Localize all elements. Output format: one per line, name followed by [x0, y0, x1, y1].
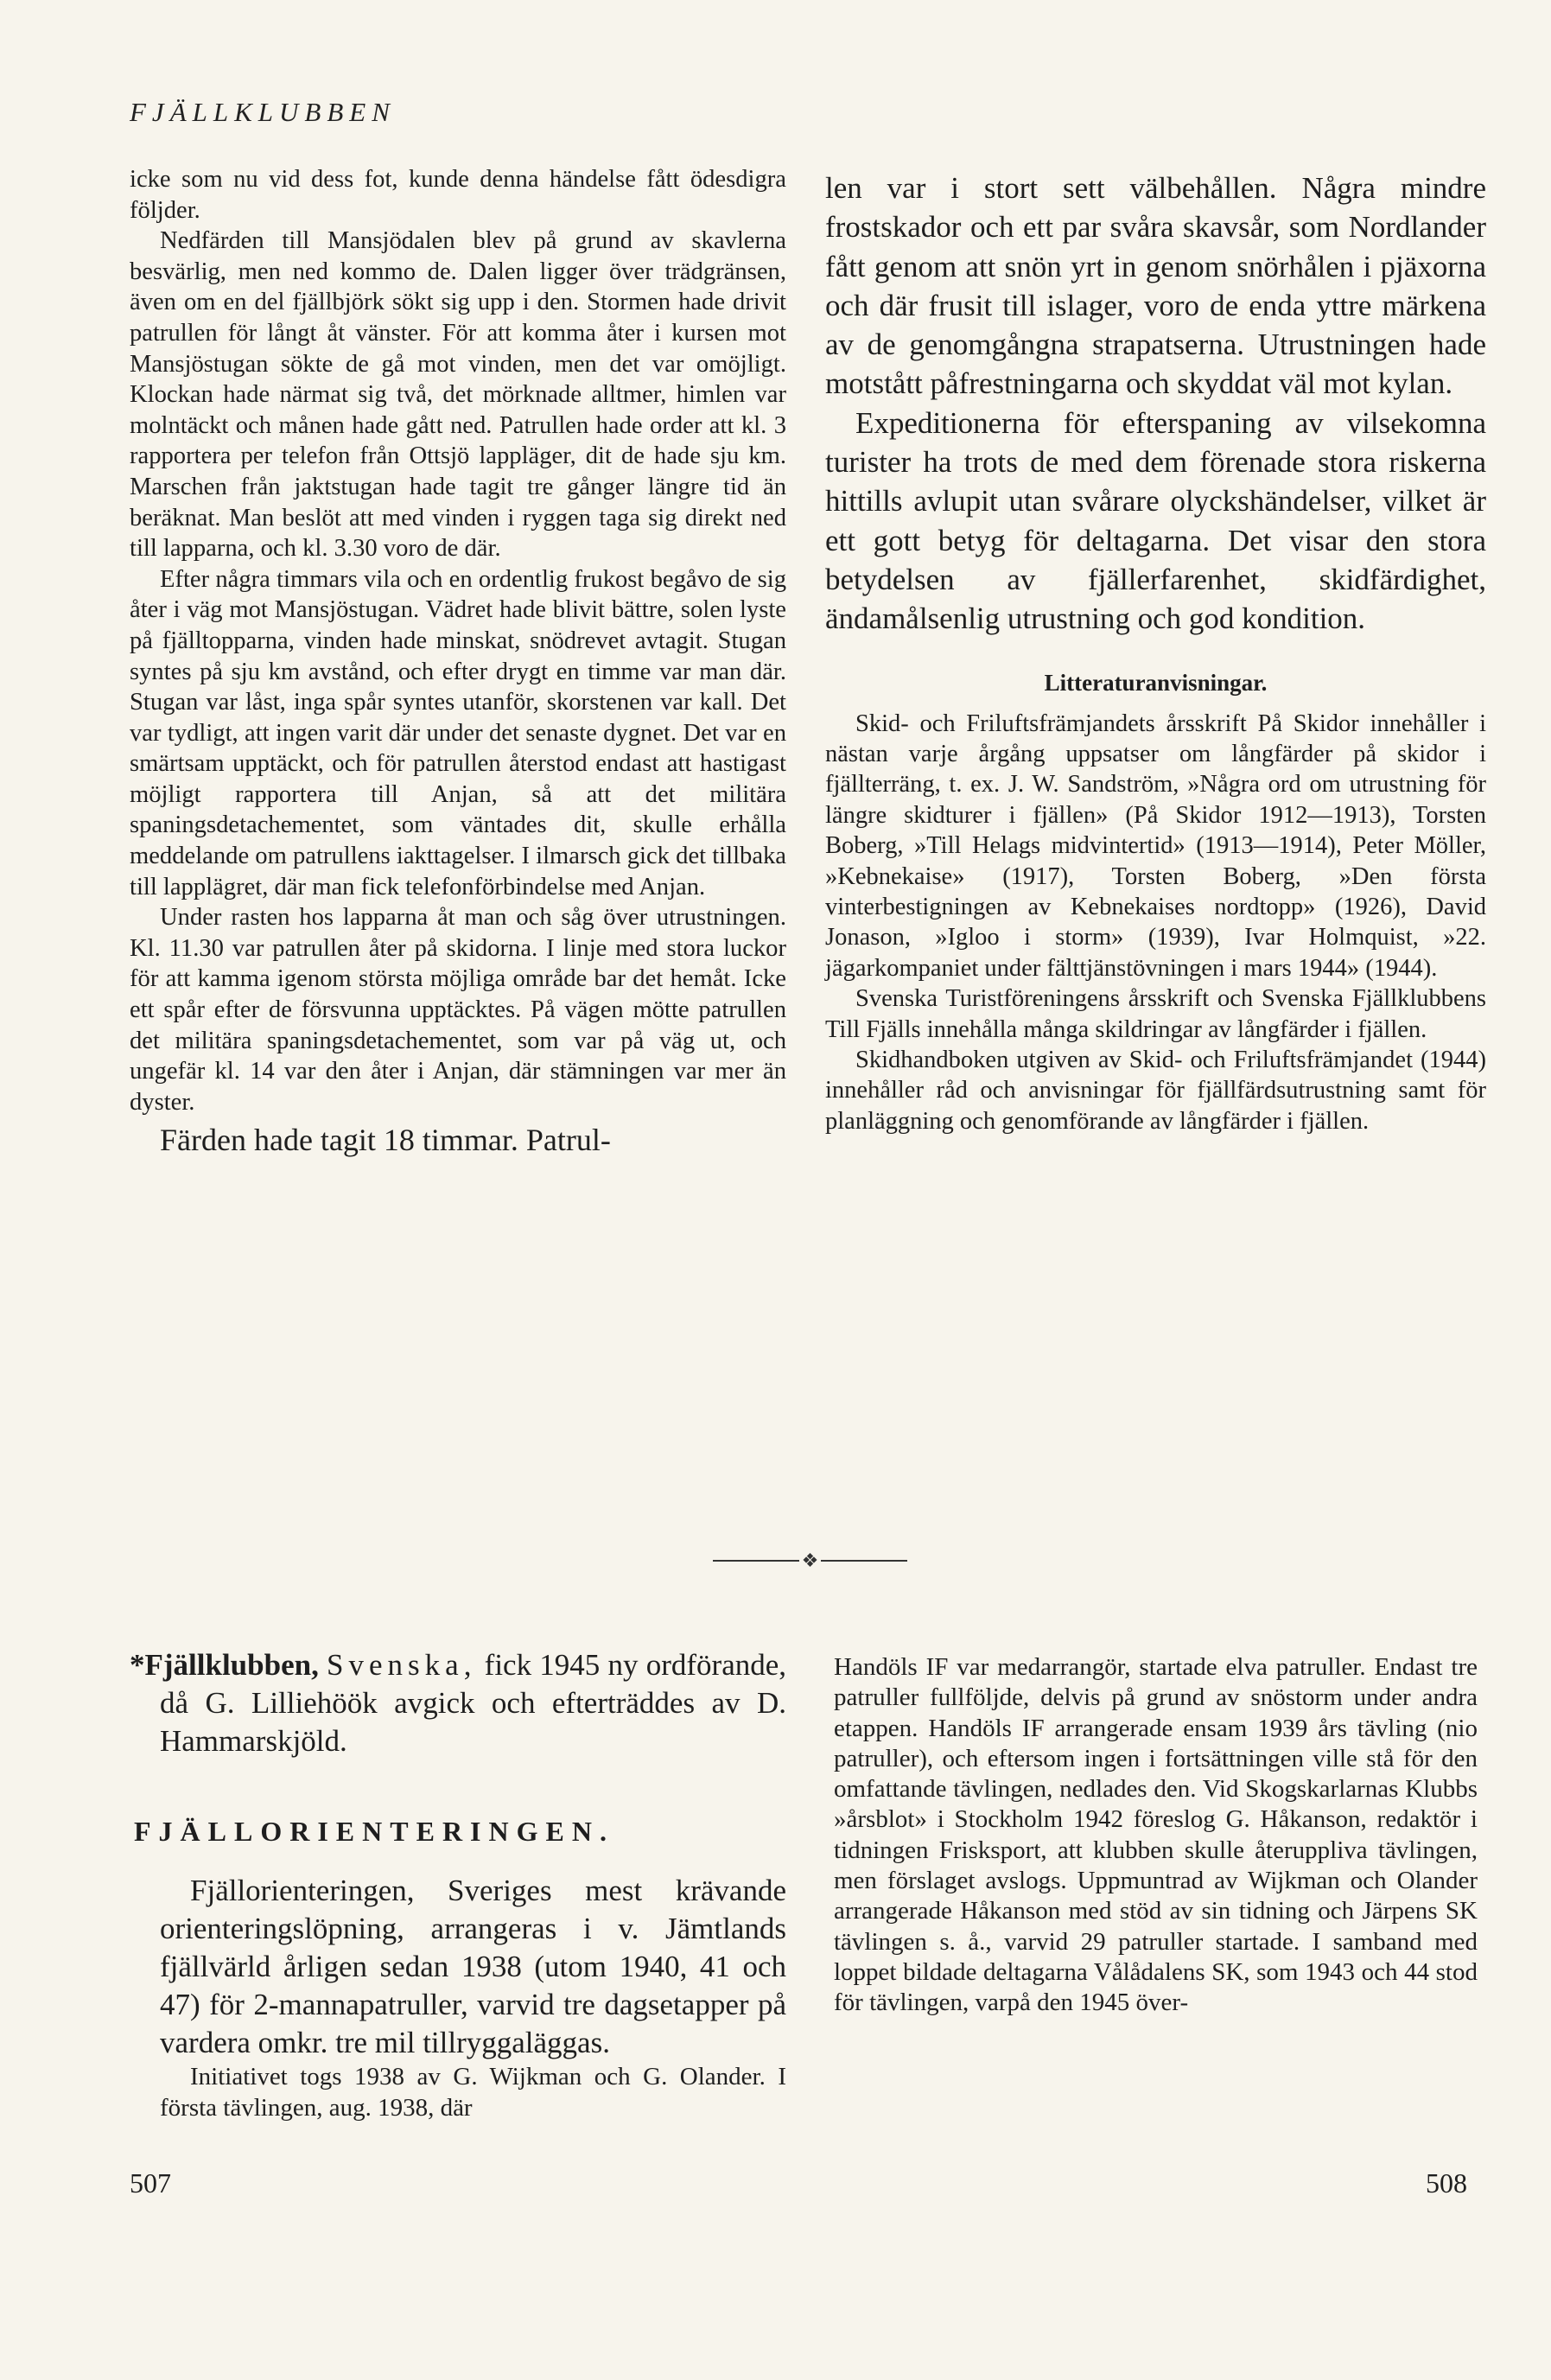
section-divider [713, 1550, 907, 1571]
page-number-left: 507 [130, 2167, 171, 2199]
literature-heading: Litteraturanvisningar. [1044, 669, 1268, 696]
paragraph: Expeditionerna för efterspaning av vilsekomna turister ha trots de med dem förenade stora riskerna hittills avlupit utan svårare olyckshändelser, vilket är ett gott betyg för deltagarna. Det visar den stora betydelsen av fjällerfarenhet, skidfärdighet, ändamålsenlig utrustning och god kondition. [825, 405, 1486, 636]
club-name-spaced: Svenska, [327, 1648, 477, 1682]
lower-left-column [130, 1646, 787, 2123]
paragraph: Handöls IF var medarrangör, startade elva patruller. Endast tre patruller fullföljde, delvis på grund av snöstorm under andra etappen. Handöls IF arrangerade ensam 1939 års tävling (nio patruller), och eftersom ingen i fortsättningen ville stå för den omfattande tävlingen, nedlades den. Vid Skogskarlarnas Klubbs »årsblot» i Stockholm 1942 föreslog G. Håkanson, redaktör i tidningen Frisksport, att klubben skulle återuppliva tävlingen, men förslaget avslogs. Uppmuntrad av Wijkman och Olander arrangerade Håkanson med stöd av sin tidning och Järpens SK tävlingen s. å., varvid 29 patruller startade. I samband med loppet bildade deltagarna Vålådalens SK, som 1943 och 44 stod för tävlingen, varpå den 1945 över- [834, 1653, 1478, 2017]
paragraph: Färden hade tagit 18 timmar. Patrul- [160, 1123, 611, 1158]
paragraph: Initiativet togs 1938 av G. Wijkman och G. Olander. I första tävlingen, aug. 1938, där [160, 2063, 786, 2122]
paragraph: icke som nu vid dess fot, kunde denna händelse fått ödesdigra följder. [130, 166, 786, 224]
page-number-right: 508 [1426, 2167, 1467, 2199]
paragraph: len var i stort sett välbehållen. Några mindre frostskador och ett par svåra skavsår, som Nordlander fått genom att snön yrt in genom snörhålen i pjäxorna och där frusit till islager, voro de enda yttre märkena av de genomgångna strapatserna. Utrustningen hade motstått påfrestningarna och skyddat väl mot kylan. [825, 171, 1486, 401]
paragraph: Skidhandboken utgiven av Skid- och Friluftsfrämjandet (1944) innehåller råd och anvisningar för fjällfärdsutrustning samt för planläggning och genomförande av långfärder i fjällen. [825, 1047, 1486, 1135]
paragraph: Fjällorienteringen, Sveriges mest krävande orienteringslöpning, arrangeras i v. Jämtlands fjällvärld årligen sedan 1938 (utom 1940, 41 och 47) för 2-mannapatruller, varvid tre dagsetapper på vardera omkr. tre mil tillryggaläggas. [160, 1874, 786, 2059]
paragraph-text: fick 1945 ny ordförande, då G. Lilliehöök avgick och efterträddes av D. Hammarskjöld. [160, 1648, 787, 1758]
section-heading: FJÄLLORIENTERINGEN. [134, 1816, 614, 1847]
diamond-ornament-icon: ❖ [801, 1550, 819, 1571]
running-header: FJÄLLKLUBBEN [130, 97, 396, 127]
paragraph: Skid- och Friluftsfrämjandets årsskrift På Skidor innehåller i nästan varje årgång uppsatser om långfärder på skidor i fjällterräng, t. ex. J. W. Sandström, »Några ord om utrustning för längre skidturer i fjällen» (På Skidor 1912—1913), Torsten Boberg, »Till Helags midvintertid» (1913—1914), Peter Möller, »Kebnekaise» (1917), Torsten Boberg, »Den första vinterbestigningen av Kebnekaises nordtopp» (1926), David Jonason, »Igloo i storm» (1939), Ivar Holmquist, »22. jägarkompaniet under fälttjänstövningen i mars 1944» (1944). [825, 710, 1486, 982]
paragraph: Efter några timmars vila och en ordentlig frukost begåvo de sig åter i väg mot Mansjöstugan. Vädret hade blivit bättre, solen lyste på fjälltopparna, vinden hade minskat, snödrevet avtagit. Stugan syntes på sju km avstånd, och efter drygt en timme var man där. Stugan var låst, inga spår syntes utanför, skorstenen var kall. Det var tydligt, att ingen varit där under det senaste dygnet. Det var en smärtsam upptäckt, och för patrullen återstod endast att hastigast möjligt rapportera till Anjan, så att det militära spaningsdetachementet, som väntades dit, skulle erhålla meddelande om patrullens iakttagelser. I ilmarsch gick det tillbaka till lapplägret, där man fick telefonförbindelse med Anjan. [130, 565, 786, 900]
club-name: *Fjällklubben, [130, 1648, 319, 1682]
paragraph: Nedfärden till Mansjödalen blev på grund av skavlerna besvärlig, men ned kommo de. Dalen ligger över trädgränsen, även om en del fjällbjörk sökt sig upp i den. Stormen hade drivit patrullen för långt åt vänster. För att komma åter i kursen mot Mansjöstugan sökte de gå mot vinden, men det var omöjligt. Klockan hade närmat sig två, det mörknade alltmer, himlen var molntäckt och månen hade gått ned. Patrullen hade order att kl. 3 rapportera per telefon från Ottsjö lappläger, dit de hade sju km. Marschen från jaktstugan hade tagit tre gånger längre tid än beräknat. Man beslöt att med vinden i ryggen taga sig direkt ned till lapparna, och kl. 3.30 voro de där. [130, 227, 786, 563]
upper-left-column [130, 164, 786, 1159]
lower-right-column [834, 1652, 1478, 2019]
paragraph: Svenska Turistföreningens årsskrift och Svenska Fjällklubbens Till Fjälls innehålla många skildringar av långfärder i fjällen. [825, 985, 1486, 1043]
paragraph: Under rasten hos lapparna åt man och såg över utrustningen. Kl. 11.30 var patrullen åter på skidorna. I linje med stora luckor för att kamma igenom största möjliga område bar det hemåt. Icke ett spår efter de försvunna upptäcktes. På vägen mötte patrullen det militära spaningsdetachementet, som var på väg ut, och ungefär kl. 14 var den åter i Anjan, där stämningen var mer än dyster. [130, 904, 786, 1116]
upper-right-column [825, 169, 1486, 1136]
paragraph [130, 1646, 787, 1760]
